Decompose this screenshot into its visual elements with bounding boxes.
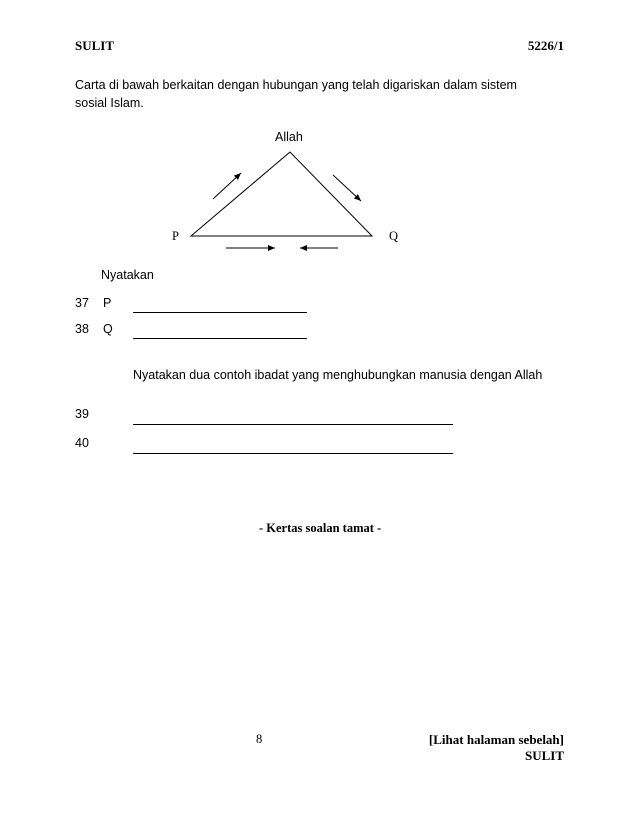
question-number: 38 <box>75 322 89 336</box>
footer-sulit: SULIT <box>524 748 564 763</box>
question-number: 37 <box>75 296 89 310</box>
end-of-paper: - Kertas soalan tamat - <box>259 521 382 535</box>
diagram-label-allah: Allah <box>275 130 303 144</box>
arrow-allah-to-q <box>333 175 361 201</box>
diagram-label-q: Q <box>389 229 399 243</box>
arrow-p-to-allah <box>213 173 241 199</box>
intro-text: Carta di bawah berkaitan dengan hubungan yang telah digariskan dalam sistem sosial Islam. <box>75 78 517 110</box>
answer-line-39[interactable] <box>133 415 453 425</box>
question-number: 39 <box>75 407 89 421</box>
question-number: 40 <box>75 436 89 450</box>
page-number: 8 <box>256 732 263 746</box>
question-letter: P <box>103 296 112 310</box>
header-code: 5226/1 <box>527 38 564 53</box>
instruction-nyatakan: Nyatakan <box>101 268 154 282</box>
answer-line-37[interactable] <box>133 303 307 313</box>
instruction-ibadat: Nyatakan dua contoh ibadat yang menghubungkan manusia dengan Allah <box>133 368 543 382</box>
answer-line-38[interactable] <box>133 329 307 339</box>
question-letter: Q <box>103 322 113 336</box>
turn-page-note: [Lihat halaman sebelah] <box>428 732 564 747</box>
answer-line-40[interactable] <box>133 444 453 454</box>
header-sulit: SULIT <box>75 38 115 53</box>
diagram-label-p: P <box>172 229 179 243</box>
